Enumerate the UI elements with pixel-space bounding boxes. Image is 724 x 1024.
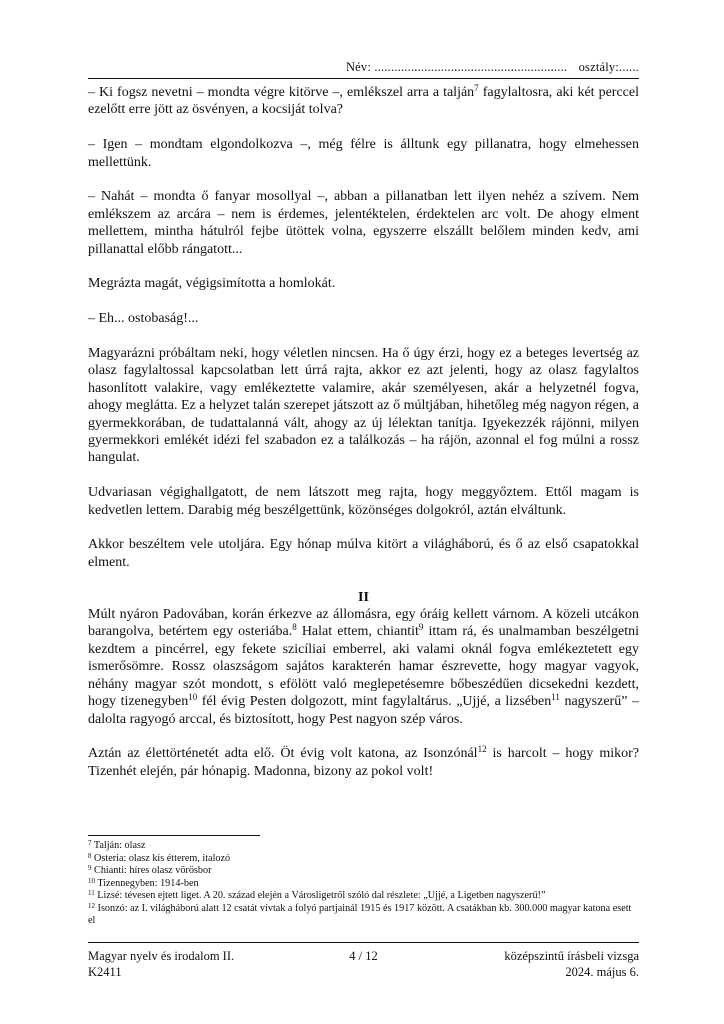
paragraph-10: Aztán az élettörténetét adta elő. Öt évig volt katona, az Isonzónál$^{12}$ is harcolt – hogy mikor? Tizenhét elején, pár hónapig. Madonna, bizony az pokol volt! [88, 744, 639, 779]
paragraph-1: – Ki fogsz nevetni – mondta végre kitörve –, emlékszel arra a talján$^7$ fagylaltosra, aki két perccel ezelőtt erre jött az ösvényen, a kocsiját tolva? [88, 83, 639, 118]
exam-date: 2024. május 6. [565, 965, 639, 979]
paragraph-3: – Nahát – mondta ő fanyar mosollyal –, abban a pillanatban lett ilyen nehéz a szívem. Nem emlékszem az arcára – nem is érdemes, jelentéktelen, érdektelen arc volt. De ahogy elment mellettem, mintha hátulról fejbe ütöttek volna, egyszerre elszállt belőlem minden kedv, ami pillanattal előbb rángatott... [88, 189, 639, 257]
name-label: Név: [345, 60, 372, 74]
footnote-ref-8: 8 [292, 622, 297, 633]
footnote-divider [88, 835, 260, 836]
paragraph-4: Megrázta magát, végigsimította a homlokát. [88, 276, 336, 292]
page-header [88, 60, 639, 79]
footnote-ref-7: 7 [474, 83, 479, 93]
footnote-8: $^8$ Osteria: olasz kis étterem, italozó [88, 851, 231, 864]
section-heading: II [358, 589, 369, 605]
exam-level: középszintű írásbeli vizsga [504, 949, 639, 963]
subject-title: Magyar nyelv és irodalom II. [88, 949, 235, 963]
footnote-9: $^9$ Chianti: híres olasz vörösbor [88, 864, 212, 876]
paragraph-5: – Eh... ostobaság!... [88, 311, 199, 327]
exam-code: K2411 [88, 965, 122, 979]
footnote-12: $^{12}$ Isonzó: az I. világháború alatt 12 csatát vívtak a folyó partjainál 1915 és 1917 között. A csatákban kb. 300.000 magyar katona esett el [88, 901, 632, 926]
paragraph-9: Múlt nyáron Padovában, korán érkezve az állomásra, egy óráig kellett várnom. A közeli utcákon barangolva, betértem egy osteriába.$^8$ Halat ettem, chiantit$^9$ ittam rá, és unalmamban beszélgetni kezdtem a pincérrel, egy fekete szicíliai emberrel, aki valami oknál fogva emlékeztetett egy ismerősömre. Rossz olaszságom sajátos karakterén hamar észrevette, hogy magyar vagyok, néhány magyar szót mondott, s efölött való meglepetésemre bőbeszédűen dicsekedni kezdett, hogy tizenegyben$^{10}$ fél évig Pesten dolgozott, mint fagylaltárus. „Ujjé, a lizsében$^{11}$ nagyszerű” – dalolta ragyogó arccal, és biztosított, hogy Pest nagyon szép város. [88, 607, 640, 727]
paragraph-7: Udvariasan végighallgatott, de nem látszott meg rajta, hogy meggyőztem. Ettől magam is kedvetlen lettem. Darabig még beszélgettünk, közönséges dolgokról, aztán elváltunk. [88, 485, 639, 518]
footnote-7: $^7$ Talján: olasz [88, 839, 146, 851]
footnote-ref-11: 11 [551, 692, 560, 703]
paragraph-2: – Igen – mondtam elgondolkozva –, még félre is álltunk egy pillanatra, hogy elmehessen mellettünk. [88, 137, 639, 170]
footnote-ref-10: 10 [188, 692, 198, 703]
footer-divider [88, 942, 639, 943]
footnote-ref-12: 12 [477, 744, 487, 755]
main-text [88, 84, 639, 780]
footnote-10: $^{10}$ Tizennegyben: 1914-ben [88, 876, 199, 889]
footnote-11: $^{11}$ Lizsé: tévesen ejtett liget. A 20. század elején a Városligetről szóló dal részlete: „Ujjé, a Ligetben nagyszerű!” [88, 889, 546, 901]
paragraph-6: Magyarázni próbáltam neki, hogy véletlen nincsen. Ha ő úgy érzi, hogy ez a beteges levertség az olasz fagylaltossal kapcsolatban lett úrrá rajta, akkor ez azt jelenti, hogy az olasz fagylaltos hasonlított valakire, vagy emlékeztette valamire, akár személyesen, akár a helyzetnél fogva, ahogy meglátta. Ez a helyzet talán szerepet játszott az ő múltjában, hihetőleg még nagyon régen, a gyermekkorában, de tudattalanná vált, ahogy az új lélektan tanítja. Igyekezzék rájönni, milyen gyermekkori emlékét idézi fel szabadon ez a találkozás – ha rájön, azonnal el fog múlni a rossz hangulat. [88, 346, 639, 466]
footnote-ref-9: 9 [418, 622, 424, 633]
page-footer [88, 948, 639, 984]
page-number: 4 / 12 [349, 949, 378, 963]
class-label: osztály:...... [578, 60, 639, 74]
footnotes [88, 840, 639, 928]
name-dots: .......................................................... [374, 60, 568, 74]
paragraph-8: Akkor beszéltem vele utoljára. Egy hónap múlva kitört a világháború, és ő az első csapatokkal elment. [88, 537, 639, 570]
